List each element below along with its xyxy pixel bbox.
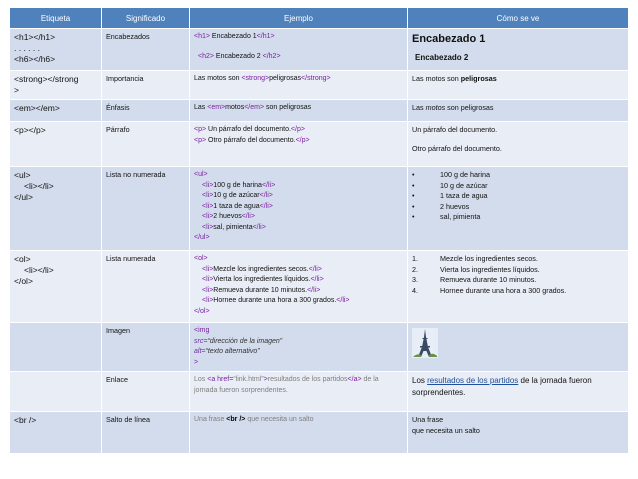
result-item-text: Hornee durante una hora a 300 grados. <box>440 285 567 295</box>
cell-tag <box>10 251 102 323</box>
result-item-text: 2 huevos <box>440 201 470 211</box>
cell-result <box>408 372 629 412</box>
code-attr: src= <box>194 337 208 345</box>
cell-meaning: Lista numerada <box>102 251 190 323</box>
table-row-headings <box>10 29 629 71</box>
cell-example <box>190 100 408 122</box>
cell-result <box>408 251 629 323</box>
table-row-br <box>10 412 629 454</box>
cell-tag <box>10 167 102 251</box>
code-tag: </ol> <box>194 307 210 315</box>
code-tag: > <box>194 358 199 366</box>
code-list-item <box>194 296 403 307</box>
code-tag: <h2> <box>198 52 214 60</box>
code-text: Las <box>194 104 208 111</box>
result-p1: Un párrafo del documento. <box>412 125 498 134</box>
cell-tag <box>10 71 102 100</box>
code-tag: <img <box>194 327 210 334</box>
code-list-item <box>194 212 403 223</box>
code-text: 2 huevos <box>213 213 242 220</box>
code-tag: <h1> <box>194 33 210 40</box>
list-number: 3. <box>412 275 418 284</box>
code-value: “link.html” <box>233 376 264 383</box>
table-row-ul <box>10 167 629 251</box>
code-tag: </li> <box>259 192 273 199</box>
code-text: son peligrosas <box>264 104 312 111</box>
result-item-text: Mezcle los ingredientes secos. <box>440 254 538 263</box>
cell-tag: <p></p> <box>10 122 102 167</box>
code-tag: <strong> <box>241 75 270 82</box>
cell-tag: <em></em> <box>10 100 102 122</box>
cell-meaning: Encabezados <box>102 29 190 71</box>
code-text: Otro párrafo del documento. <box>206 136 296 144</box>
code-tag: <li> <box>202 297 214 304</box>
cell-example <box>190 323 408 372</box>
tag-text: </ol> <box>14 276 33 286</box>
code-text: Una frase <box>194 416 227 423</box>
header-ejemplo: Ejemplo <box>190 8 408 29</box>
result-h1: Encabezado 1 <box>412 33 486 45</box>
table-row-ol <box>10 251 629 323</box>
result-list-item <box>412 181 624 192</box>
result-item-text: 10 g de azúcar <box>440 180 488 190</box>
code-text: Mezcle los ingredientes secos. <box>213 265 309 273</box>
cell-example <box>190 29 408 71</box>
code-tag: </li> <box>310 276 324 283</box>
result-list-item <box>412 275 624 286</box>
bullet-icon: • <box>412 180 415 190</box>
tag-text: <ul> <box>14 170 31 180</box>
result-list-item <box>412 286 624 297</box>
code-attr: alt= <box>194 348 206 355</box>
result-link[interactable]: resultados de los partidos <box>427 376 519 385</box>
cell-result <box>408 122 629 167</box>
code-tag: <p> <box>194 126 207 133</box>
result-text: Los <box>412 376 428 385</box>
code-text: peligrosas <box>269 75 302 82</box>
code-tag: <ul> <box>194 171 208 178</box>
cell-result <box>408 412 629 454</box>
code-tag: </em> <box>244 104 265 111</box>
code-tag: </p> <box>290 126 305 133</box>
code-text: Un párrafo del documento. <box>206 126 291 133</box>
code-tag: <ol> <box>194 255 208 262</box>
code-value: “dirección de la imagen” <box>207 337 283 345</box>
code-tag: </h1> <box>256 33 275 40</box>
cell-tag <box>10 29 102 71</box>
code-tag: </a> <box>347 376 362 383</box>
cell-meaning: Importancia <box>102 71 190 100</box>
cell-tag <box>10 323 102 372</box>
code-text: Encabezado 2 <box>213 52 263 60</box>
tag-text: . . . . . . <box>14 43 40 53</box>
cell-meaning: Lista no numerada <box>102 167 190 251</box>
code-list-item <box>194 181 403 192</box>
tag-text: <li></li> <box>24 265 54 275</box>
cell-example <box>190 372 408 412</box>
code-list-item <box>194 191 403 202</box>
cell-result <box>408 29 629 71</box>
table-row-p <box>10 122 629 167</box>
code-tag: <a href= <box>207 376 234 383</box>
result-em: motos <box>425 103 446 112</box>
code-text: 10 g de azúcar <box>213 192 260 199</box>
result-list-item <box>412 265 624 276</box>
code-list-item <box>194 202 403 213</box>
cell-example <box>190 412 408 454</box>
tag-text: </ul> <box>14 192 33 202</box>
cell-example <box>190 167 408 251</box>
table-header-row <box>10 8 629 29</box>
bullet-icon: • <box>412 170 415 179</box>
result-text: de la jornada fueron sorprendentes. <box>412 376 592 397</box>
cell-meaning: Salto de línea <box>102 412 190 454</box>
result-h2: Encabezado 2 <box>415 52 469 62</box>
result-text: Las <box>412 103 426 112</box>
cell-meaning: Enlace <box>102 372 190 412</box>
code-tag: </li> <box>308 265 322 273</box>
result-strong: peligrosas <box>460 74 497 83</box>
list-number: 4. <box>412 285 418 295</box>
code-tag: </ul> <box>194 234 210 241</box>
result-p2: Otro párrafo del documento. <box>412 143 502 153</box>
code-tag: > <box>263 376 268 383</box>
cell-result <box>408 100 629 122</box>
code-text: 100 g de harina <box>213 181 262 189</box>
code-tag: </li> <box>259 202 273 210</box>
code-text: Los <box>194 376 208 383</box>
cell-result <box>408 167 629 251</box>
code-list-item <box>194 223 403 234</box>
cell-example <box>190 251 408 323</box>
tag-text: <h6></h6> <box>14 54 56 64</box>
list-number: 2. <box>412 264 418 274</box>
code-tag: </p> <box>295 136 310 144</box>
cell-meaning: Párrafo <box>102 122 190 167</box>
result-list-item <box>412 212 624 223</box>
code-tag: <li> <box>202 213 214 220</box>
code-text: de la jornada fueron sorprendentes. <box>194 376 379 394</box>
code-tag: <li> <box>202 286 214 294</box>
table-row-a <box>10 372 629 412</box>
code-list-item <box>194 265 403 276</box>
cell-result <box>408 71 629 100</box>
code-text: sal, pimienta <box>213 223 253 231</box>
code-text: resultados de los partidos <box>267 376 348 383</box>
code-tag: <br /> <box>226 416 246 423</box>
code-tag: <li> <box>202 265 214 273</box>
result-list-item <box>412 191 624 202</box>
tag-text: <ol> <box>14 254 31 264</box>
list-number: 1. <box>412 254 418 263</box>
table-row-img <box>10 323 629 372</box>
cell-tag <box>10 372 102 412</box>
tag-text: <li></li> <box>24 181 54 191</box>
result-item-text: 1 taza de agua <box>440 191 488 200</box>
code-tag: <li> <box>202 276 214 283</box>
bullet-icon: • <box>412 191 415 200</box>
code-list-item <box>194 286 403 297</box>
cell-meaning: Énfasis <box>102 100 190 122</box>
code-tag: <em> <box>207 104 226 111</box>
code-tag: </li> <box>241 213 255 220</box>
tag-text: <h1></h1> <box>14 32 56 42</box>
table-row-em <box>10 100 629 122</box>
cell-result <box>408 323 629 372</box>
result-item-text: sal, pimienta <box>440 212 481 221</box>
result-list-item <box>412 202 624 213</box>
code-tag: </li> <box>307 286 321 294</box>
eiffel-tower-icon <box>412 328 438 358</box>
code-text: Remueva durante 10 minutos. <box>213 286 308 294</box>
result-item-text: 100 g de harina <box>440 170 490 179</box>
result-line1: Una frase <box>412 415 444 424</box>
code-list-item <box>194 275 403 286</box>
code-text: Hornee durante una hora a 300 grados. <box>213 297 337 304</box>
code-text: Las motos son <box>194 75 242 82</box>
result-text: son peligrosas <box>445 103 494 112</box>
tag-text: > <box>14 85 19 95</box>
bullet-icon: • <box>412 201 415 211</box>
cell-meaning: Imagen <box>102 323 190 372</box>
code-tag: <li> <box>202 192 214 199</box>
bullet-icon: • <box>412 212 415 221</box>
header-como-se-ve: Cómo se ve <box>408 8 629 29</box>
code-tag: <li> <box>202 223 214 231</box>
result-item-text: Vierta los ingredientes líquidos. <box>440 264 540 274</box>
table-row-strong <box>10 71 629 100</box>
result-item-text: Remueva durante 10 minutos. <box>440 275 537 284</box>
code-tag: <p> <box>194 136 207 144</box>
code-text: 1 taza de agua <box>213 202 260 210</box>
header-etiqueta: Etiqueta <box>10 8 102 29</box>
code-text: Vierta los ingredientes líquidos. <box>213 276 311 283</box>
code-tag: </li> <box>261 181 276 189</box>
result-list-item <box>412 170 624 181</box>
code-text: Encabezado 1 <box>209 33 257 40</box>
code-tag: <li> <box>202 202 214 210</box>
code-tag: </li> <box>336 297 350 304</box>
cell-example <box>190 122 408 167</box>
code-text: motos <box>225 104 245 111</box>
result-list-item <box>412 254 624 265</box>
cell-example <box>190 71 408 100</box>
code-tag: </strong> <box>301 75 331 82</box>
html-tags-table <box>9 7 629 454</box>
tag-text: <strong></strong <box>14 74 79 84</box>
code-tag: </li> <box>252 223 266 231</box>
header-significado: Significado <box>102 8 190 29</box>
code-tag: <li> <box>202 181 214 189</box>
result-text: Las motos son <box>412 74 461 83</box>
result-line2: que necesita un salto <box>412 425 480 435</box>
code-tag: </h2> <box>262 52 281 60</box>
code-value: “texto alternativo” <box>205 348 260 355</box>
cell-tag: <br /> <box>10 412 102 454</box>
code-text: que necesita un salto <box>245 416 314 423</box>
